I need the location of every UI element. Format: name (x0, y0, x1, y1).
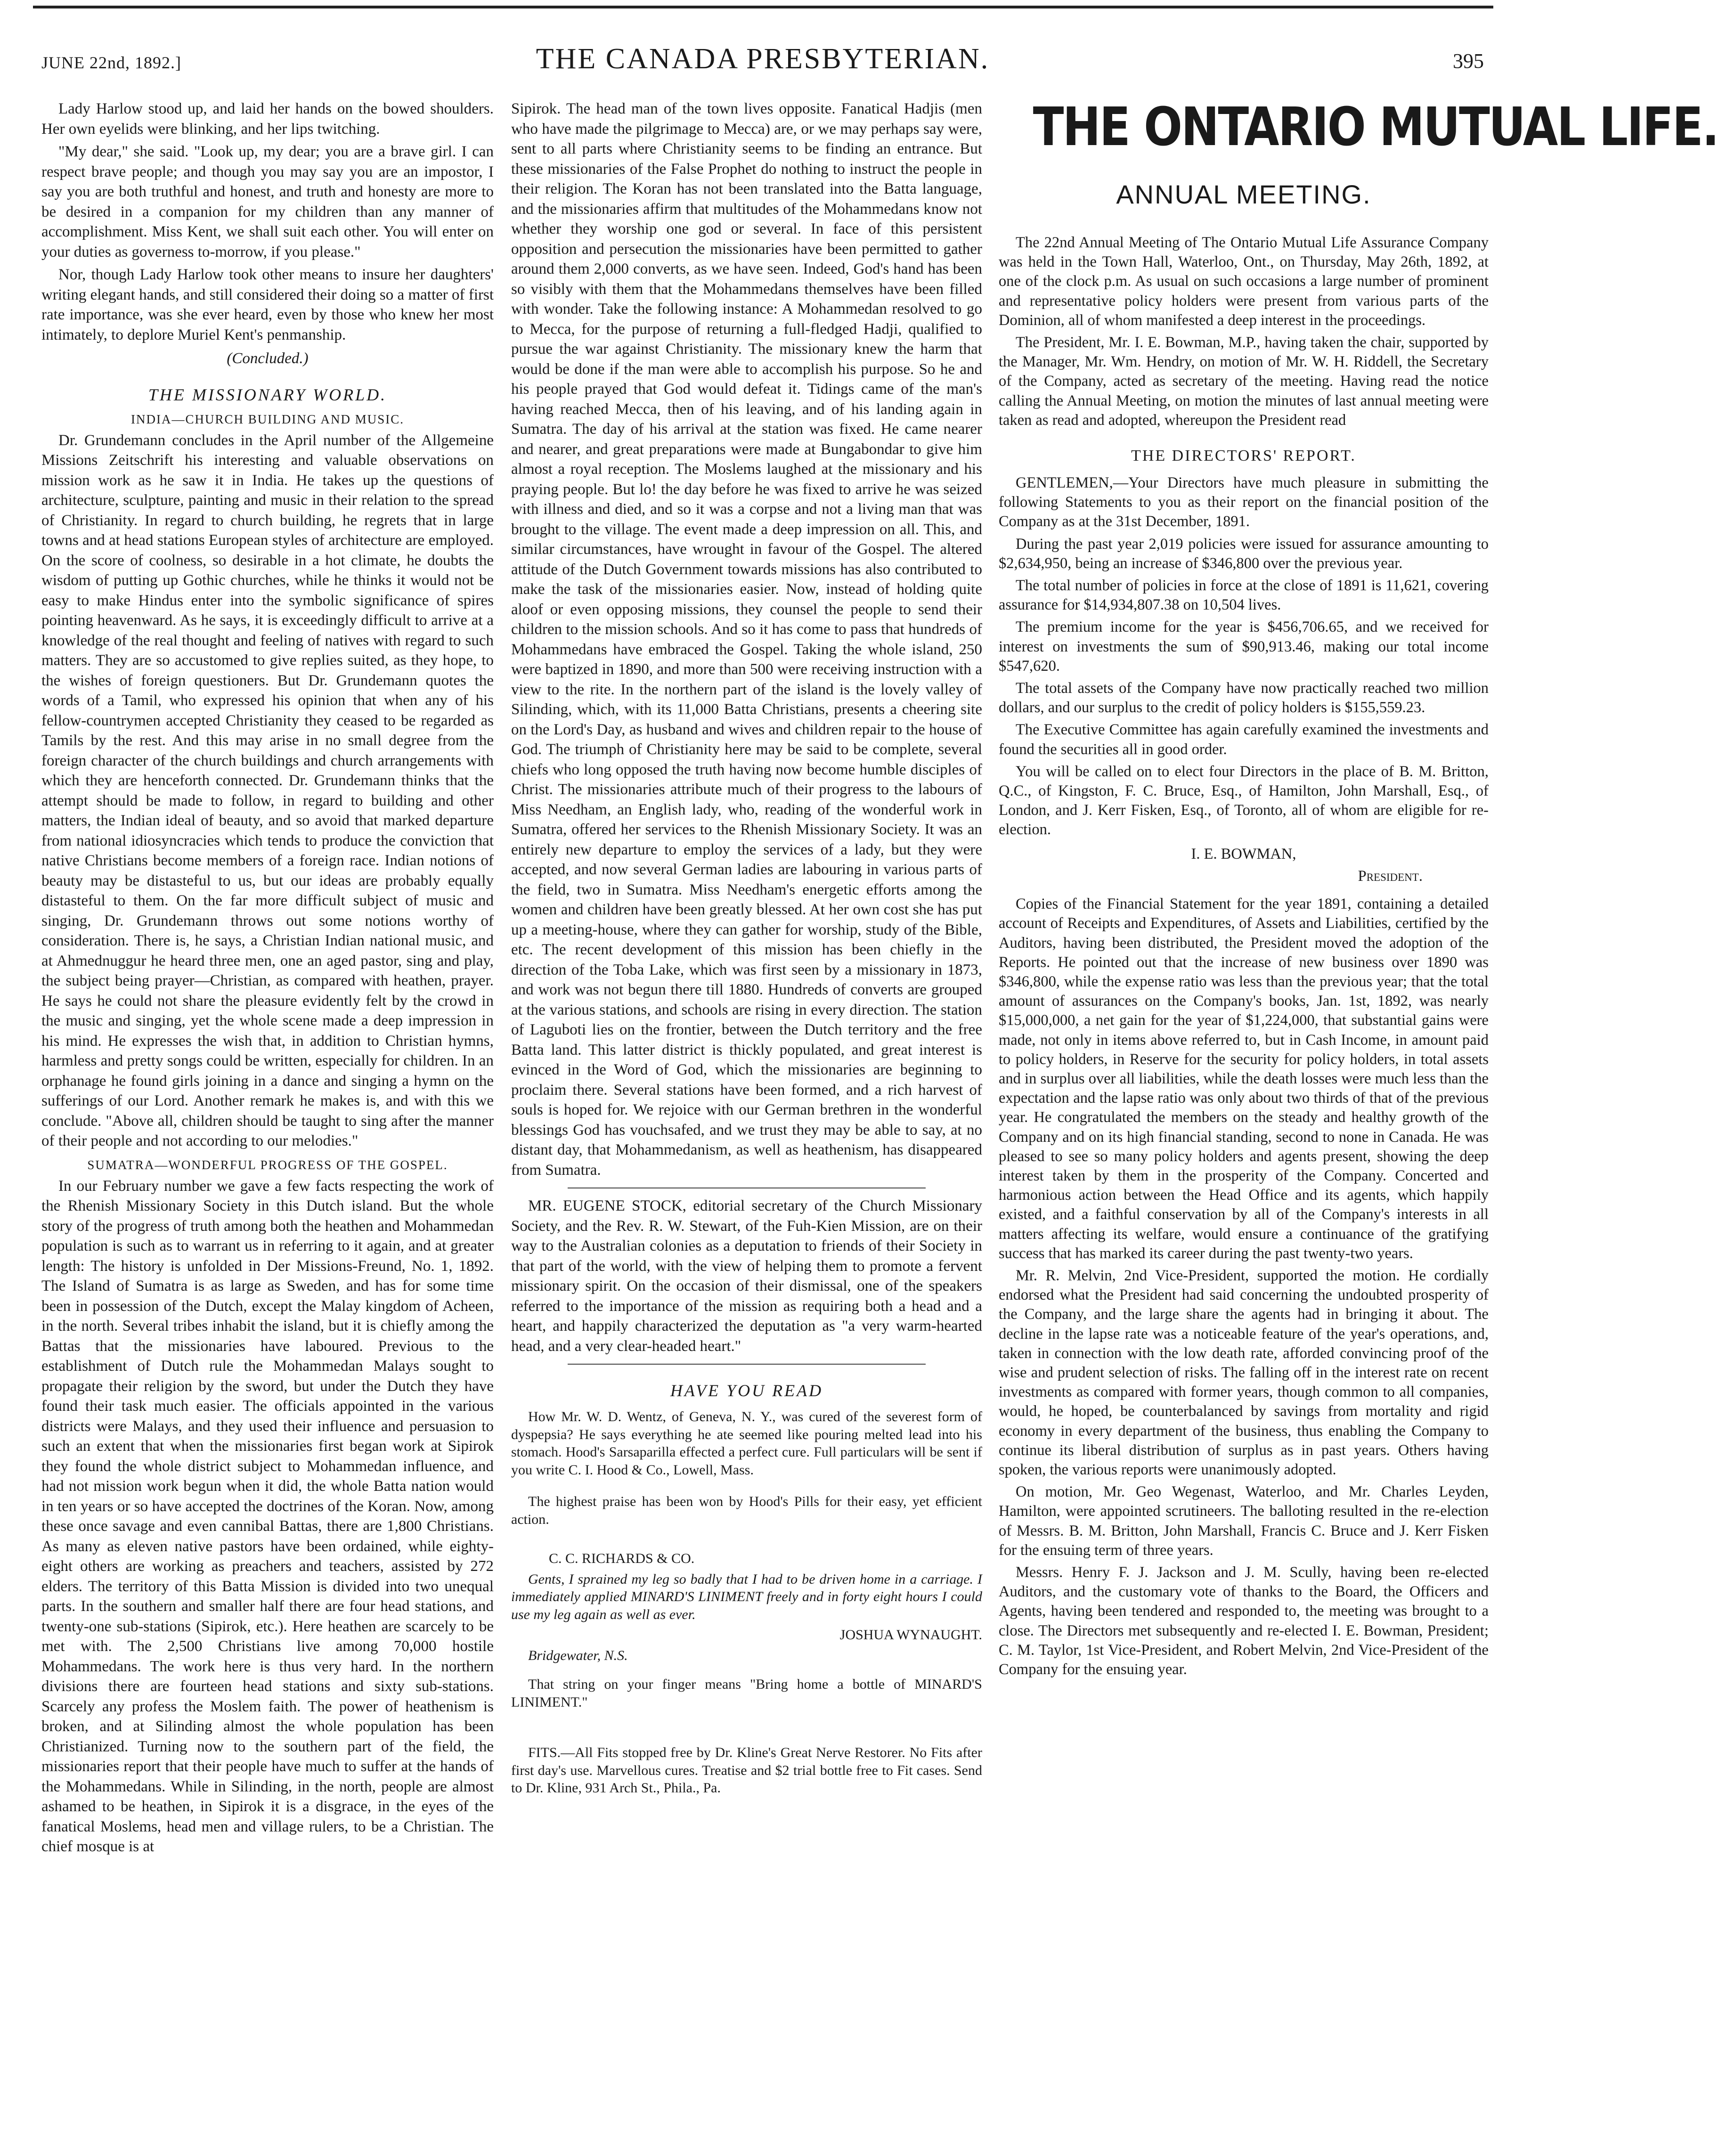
report-paragraph: The 22nd Annual Meeting of The Ontario Mutual Life Assurance Company was held in the Town Hall, Waterloo, Ont., on Thursday, May 26th, 1892, at one of the clock p.m. As usual on such occasions a large number of prominent and representative policy holders were present from various parts of the Dominion, all of whom manifested a deep interest in the proceedings. (999, 234, 1489, 329)
report-paragraph: On motion, Mr. Geo Wegenast, Waterloo, and Mr. Charles Leyden, Hamilton, were appointed scrutineers. The balloting resulted in the re-election of Messrs. B. M. Britton, John Marshall, Francis C. Bruce and J. Kerr Fisken for the ensuing term of three years. (999, 1483, 1489, 1559)
newspaper-title: THE CANADA PRESBYTERIAN. (536, 43, 990, 75)
report-paragraph: Messrs. Henry F. J. Jackson and J. M. Scully, having been re-elected Auditors, and the customary vote of thanks to the Board, the Officers and Agents, having been tendered and responded to, the meeting was brought to a close. The Directors met subsequently and re-elected I. E. Bowman, President; C. M. Taylor, 1st Vice-President, and Robert Melvin, 2nd Vice-President of the Company for the ensuing year. (999, 1564, 1489, 1678)
ontario-mutual-title: THE ONTARIO MUTUAL LIFE. (1033, 97, 1718, 158)
subheading-sumatra: SUMATRA—WONDERFUL PROGRESS OF THE GOSPEL. (87, 1157, 448, 1172)
page-header (41, 42, 1484, 85)
ad-signature: JOSHUA WYNAUGHT. (839, 1627, 982, 1643)
ad-title-have-you-read: HAVE YOU READ (670, 1381, 823, 1400)
ad-place: Bridgewater, N.S. (528, 1647, 628, 1663)
subheading-india: INDIA—CHURCH BUILDING AND MUSIC. (130, 412, 404, 426)
advertisements (511, 1381, 982, 1797)
report-paragraph: GENTLEMEN,—Your Directors have much pleasure in submitting the following Statements to you as their report on the financial position of the Company as at the 31st December, 1891. (999, 474, 1489, 530)
column-left (41, 99, 494, 2143)
ad-testimonial: Gents, I sprained my leg so badly that I had to be driven home in a carriage. I immediately applied MINARD'S LINIMENT freely and in forty eight hours I could use my leg again as well as ever. (511, 1571, 982, 1622)
article-paragraph: Dr. Grundemann concludes in the April number of the Allgemeine Missions Zeitschrift his interesting and valuable observations on mission work as he saw it in India. He takes up the questions of architecture, sculpture, painting and music in their relation to the spread of Christianity. In regard to church building, he regrets that in large towns and at head stations European styles of architecture are employed. On the score of coolness, so desirable in a hot climate, he doubts the wisdom of putting up Gothic churches, while he thinks it would not be easy to make Hindus enter into the symbolic significance of spires pointing heavenward. As he says, it is exceedingly difficult to arrive at a knowledge of the real thought and feeling of natives with regard to such matters. They are so accustomed to give replies suited, as they hope, to the wishes of foreign questioners. But Dr. Grundemann quotes the words of a Tamil, who expressed his opinion that when any of his fellow-countrymen accepted Christianity they ceased to be regarded as Tamils by the rest. And this may arise in no small degree from the foreign character of the church buildings and church arrangements with which they are henceforth connected. Dr. Grundemann thinks that the attempt should be made to follow, in regard to building and other matters, the Indian ideal of beauty, and so avoid that marked departure from national idiosyncracies which tends to produce the conviction that native Christians become members of a foreign race. Indian notions of beauty may be distasteful to us, but our ideas are probably equally distasteful to them. On the far more difficult subject of music and singing, Dr. Grundemann throws out some notions worthy of consideration. There is, he says, a Christian Indian national music, and at Ahmednuggur he heard three men, one an aged pastor, sing and play, the subject being prayer—Christian, as compared with heathen, prayer. He says he could not share the pleasure evidently felt by the crowd in the music and singing, yet the whole scene made a deep impression in his mind. He expresses the wish that, in addition to Christian hymns, harmless and pretty songs could be written, especially for children. In an orphanage he found girls joining in a dance and singing a hymn on the sufferings of our Lord. Another remark he makes is, and with this we conclude. "Above all, children should be taught to sing after the manner of their people and not according to our melodies." (41, 431, 494, 1149)
issue-date: JUNE 22nd, 1892.] (41, 53, 181, 72)
report-paragraph: The total assets of the Company have now practically reached two million dollars, and our surplus to the credit of policy holders is $155,559.23. (999, 680, 1489, 716)
section-title-missionary-world: THE MISSIONARY WORLD. (148, 385, 387, 404)
report-paragraph: The premium income for the year is $456,706.65, and we received for interest on investments the sum of $90,913.46, making our total income $547,620. (999, 618, 1489, 675)
ad-hoods-pills: The highest praise has been won by Hood's Pills for their easy, yet efficient action. (511, 1494, 982, 1527)
report-paragraph: Copies of the Financial Statement for the year 1891, containing a detailed account of Receipts and Expenditures, of Assets and Liabilities, certified by the Auditors, having been distributed, the President moved the adoption of the Reports. He pointed out that the increase of new business over 1890 was $346,800, while the expense ratio was less than the previous year; that the total amount of assurances on the Company's books, Jan. 1st, 1892, was nearly $15,000,000, a net gain for the year of $1,224,000, that substantial gains were made, not only in items above referred to, but in Cash Income, in amount paid to policy holders, in Reserve for the security for policy holders, in total assets and in surplus over all liabilities, while the death losses were much less than the expectation and the lapse ratio was only about two thirds of that of the previous year. He congratulated the members on the steady and healthy growth of the Company and on its high financial standing, second to none in Canada. He was pleased to see so many policy holders and agents present, showing the deep interest taken by them in the prosperity of the Company. Concerted and harmonious action between the Head Office and its agents, which happily existed, and a faithful conservation by all of the Company's interests in all matters affecting its welfare, would ensure a continuance of the gratifying success that has marked its career during the past twenty-two years. (999, 895, 1489, 1262)
report-paragraph: The President, Mr. I. E. Bowman, M.P., having taken the chair, supported by the Manager, Mr. Wm. Hendry, on motion of Mr. W. H. Riddell, the Secretary of the Company, acted as secretary of the meeting. Having read the notice calling the Annual Meeting, on motion the minutes of last annual meeting were taken as read and adopted, whereupon the President read (999, 334, 1489, 429)
article-paragraph: MR. EUGENE STOCK, editorial secretary of the Church Missionary Society, and the Rev. R. W. Stewart, of the Fuh-Kien Mission, are on their way to the Australian colonies as a deputation to friends of their Society in that part of the world, with the view of helping them to promote a fervent missionary spirit. On the occasion of their dismissal, one of the speakers referred to the importance of the mission as requiring both a head and a heart, and happily characterized the deputation as "a very warm-hearted head, and a very clear-headed heart." (511, 1197, 982, 1355)
report-paragraph: Mr. R. Melvin, 2nd Vice-President, supported the motion. He cordially endorsed what the President had said concerning the undoubted prosperity of the Company, and the large share the agents had in bringing it about. The decline in the lapse rate was a noticeable feature of the year's operations, and, taken in connection with the low death rate, afforded convincing proof of the wise and prudent selection of risks. The falling off in the interest rate on recent investments as compared with former years, though common to all companies, would, he hoped, be counterbalanced by savings from mortality and rigid economy in every department of the business, thus enabling the Company to continue its liberal distribution of surplus as in past years. Others having spoken, the various reports were unanimously adopted. (999, 1267, 1489, 1478)
report-paragraph: The total number of policies in force at the close of 1891 is 11,621, covering assurance for $14,934,807.38 on 10,504 lives. (999, 577, 1489, 614)
article-paragraph: In our February number we gave a few facts respecting the work of the Rhenish Missionary Society in this Dutch island. But the whole story of the progress of truth among both the heathen and Mohammedan population is such as to warrant us in referring to it again, and at greater length: The history is unfolded in Der Missions-Freund, No. 1, 1892. The Island of Sumatra is as large as Sweden, and has for some time been in possession of the Dutch, except the Malay kingdom of Acheen, in the north. Several tribes inhabit the island, but it is chiefly among the Battas that the missionaries have laboured. Previous to the establishment of Dutch rule the Mohammedan Malays sought to propagate their religion by the sword, but under the Dutch they have found their task much easier. The officials appointed in the various districts were Malays, and they used their influence and persuasion to such an extent that when the missionaries first began work at Sipirok they found the whole district subject to Mohammedan influence, and had not mission work begun when it did, the whole Batta nation would in ten years or so have accepted the doctrines of the Koran. Now, among these once savage and even cannibal Battas, there are 1,800 Christians. As many as eleven native pastors have been ordained, while eighty-eight others are working as preachers and teachers, assisted by 272 elders. The territory of this Batta Mission is divided into two unequal parts. In the southern and smaller half there are four head stations, and twenty-one sub-stations (Sipirok, etc.). Here heathen are scarcely to be met with. The 2,500 Christians live among 70,000 hostile Mohammedans. The work here is thus very hard. In the northern divisions there are fourteen head stations and sixty sub-stations. Scarcely any profess the Moslem faith. The power of heathenism is broken, and at Silinding almost the whole population has been Christianized. Turning now to the southern part of the field, the missionaries report that their people have much to suffer at the hands of the Mohammedans. While in Silinding, in the north, people are almost ashamed to be heathen, in Sipirok it is a disgrace, in the eyes of the fanatical Moslems, head men and village rulers, to be a Christian. The chief mosque is at (41, 1177, 494, 1855)
story-paragraph: Lady Harlow stood up, and laid her hands on the bowed shoulders. Her own eyelids were blinking, and her lips twitching. (41, 100, 494, 138)
divider (568, 1364, 926, 1365)
page-number: 395 (1453, 49, 1484, 73)
annual-meeting-heading: ANNUAL MEETING. (1116, 179, 1371, 209)
ad-string-finger: That string on your finger means "Bring home a bottle of MINARD'S LINIMENT." (511, 1676, 982, 1710)
ad-minards-liniment (511, 1550, 982, 1664)
column-middle (511, 99, 982, 2143)
ad-fits: FITS.—All Fits stopped free by Dr. Kline's Great Nerve Restorer. No Fits after first day's use. Marvellous cures. Treatise and $2 trial bottle free to Fit cases. Send to Dr. Kline, 931 Arch St., Phila., Pa. (511, 1745, 982, 1796)
report-paragraph: During the past year 2,019 policies were issued for assurance amounting to $2,634,950, being an increase of $346,800 over the previous year. (999, 535, 1489, 572)
report-paragraph: The Executive Committee has again carefully examined the investments and found the securities all in good order. (999, 721, 1489, 758)
story-paragraph: "My dear," she said. "Look up, my dear; you are a brave girl. I can respect brave people; and though you may say you are an impostor, I say you are both truthful and honest, and truth and honesty are more to be desired in a companion for my children than any manner of accomplishment. Miss Kent, we shall suit each other. You will enter on your duties as governess to-morrow, if you please." (41, 143, 494, 260)
top-rule (33, 6, 1493, 8)
article-paragraph: Sipirok. The head man of the town lives opposite. Fanatical Hadjis (men who have made the pilgrimage to Mecca) are, or we may perhaps say were, sent to all parts where Christianity seems to be finding an entrance. But these missionaries of the False Prophet do nothing to instruct the people in their religion. The Koran has not been translated into the Batta language, and the missionaries affirm that multitudes of the Mohammedans know not whether they worship one god or several. In face of this persistent opposition and persecution the missionaries have been permitted to gather around them 2,000 converts, as we have seen. Indeed, God's hand has been so visibly with them that the Mohammedans themselves have been filled with wonder. Take the following instance: A Mohammedan resolved to go to Mecca, for the purpose of returning a full-fledged Hadji, qualified to pursue the war against Christianity. The missionary knew the harm that would be done if the man were able to accomplish his purpose. So he and his people prayed that God would defeat it. Tidings came of the man's having reached Mecca, then of his leaving, and of his landing again in Sumatra. The day of his arrival at the station was fixed. He came nearer and nearer, and great preparations were made at Bungabondar to give him almost a royal reception. The Moslems laughed at the missionary and his praying people. But lo! the day before he was fixed to arrive he was seized with illness and died, and so it was a corpse and not a living man that was brought to the village. The event made a deep impression on all. This, and similar circumstances, have wrought in favour of the Gospel. The altered attitude of the Dutch Government towards missions has also contributed to make the task of the missionaries easier. Now, instead of holding quite aloof or even opposing missions, they counsel the people to send their children to the mission schools. And so it has come to pass that hundreds of Mohammedans have embraced the Gospel. Taking the whole island, 250 were baptized in 1890, and more than 500 were receiving instruction with a view to the rite. In the northern part of the island is the lovely valley of Silinding, which, with its 11,000 Batta Christians, presents a cheering site on the Lord's Day, as husband and wives and children repair to the house of God. The triumph of Christianity here may be said to be complete, several chiefs who long opposed the truth having now become humble disciples of Christ. The missionaries attribute much of their progress to the labours of Miss Needham, an English lady, who, reading of the wonderful work in Sumatra, offered her services to the Rhenish Missionary Society. It was an entirely new departure to employ the services of a lady, but they were accepted, and now several German ladies are labouring in various parts of the field, two in Sumatra. Miss Needham's energetic efforts among the women and children have been greatly blessed. At her own cost she has put up a meeting-house, where they can gather for worship, study of the Bible, etc. The recent development of this mission has been chiefly in the direction of the Toba Lake, which was first seen by a missionary in 1873, and work was not begun there till 1880. Hundreds of converts are grouped at the various stations, and schools are rising in every direction. The station of Laguboti lies on the frontier, between the Dutch territory and the free Batta land. This latter district is thickly populated, and great interest is evinced in the Word of God, which the missionaries are beginning to proclaim there. Several stations have been formed, and a rich harvest of souls is hoped for. We rejoice with our German brethren in the wonderful blessings God has vouchsafed, and we trust they may be able to say, at no distant day, that Mohammedanism, as well as heathenism, has disappeared from Sumatra. (511, 100, 982, 1179)
signature-name: I. E. BOWMAN, (1191, 845, 1296, 862)
signature-title: President. (1358, 867, 1423, 885)
story-paragraph: Nor, though Lady Harlow took other means to insure her daughters' writing elegant hands, and still considered their doing so a matter of first rate importance, was she ever heard, even by those who knew her most intimately, to deplore Muriel Kent's penmanship. (41, 266, 494, 343)
ad-addressee: C. C. RICHARDS & CO. (549, 1551, 695, 1566)
directors-report-heading: THE DIRECTORS' REPORT. (1131, 447, 1356, 465)
concluded-note: (Concluded.) (227, 350, 309, 367)
column-right (999, 97, 1718, 2143)
report-paragraph: You will be called on to elect four Directors in the place of B. M. Britton, Q.C., of Kingston, F. C. Bruce, Esq., of Hamilton, John Marshall, Esq., of London, and J. Kerr Fisken, Esq., of Toronto, all of whom are eligible for re-election. (999, 763, 1489, 838)
ad-hoods-sarsaparilla: How Mr. W. D. Wentz, of Geneva, N. Y., was cured of the severest form of dyspepsia? He says everything he ate seemed like pouring melted lead into his stomach. Hood's Sarsaparilla effected a perfect cure. Full particulars will be sent if you write C. I. Hood & Co., Lowell, Mass. (511, 1409, 982, 1478)
